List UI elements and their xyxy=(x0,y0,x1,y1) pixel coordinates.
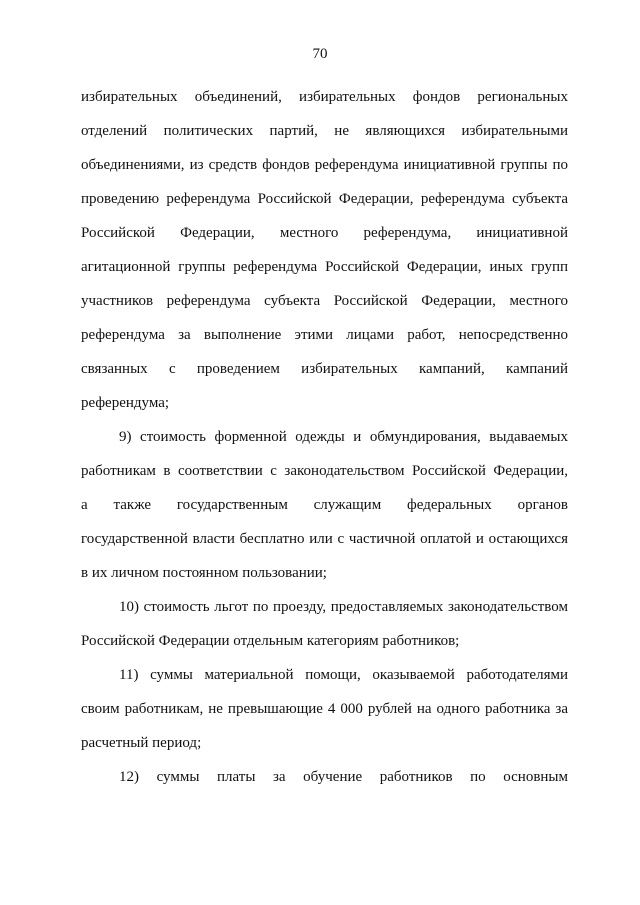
text-line: референдума; xyxy=(81,395,170,411)
text-line: Российской Федерации, местного референдума, инициативной xyxy=(81,225,568,241)
paragraph-item-10: 10) стоимость льгот по проезду, предоставляемых законодательством xyxy=(119,599,568,615)
text-line: участников референдума субъекта Российской Федерации, местного xyxy=(81,293,568,309)
text-line: агитационной группы референдума Российской Федерации, иных групп xyxy=(81,259,568,275)
text-line: а также государственным служащим федеральных органов xyxy=(81,497,568,513)
text-line: связанных с проведением избирательных кампаний, кампаний xyxy=(81,361,568,377)
document-body xyxy=(81,80,568,794)
page-number: 70 xyxy=(312,46,328,62)
text-line: в их личном постоянном пользовании; xyxy=(81,565,327,581)
text-line: своим работникам, не превышающие 4 000 рублей на одного работника за xyxy=(81,701,568,717)
text-line: расчетный период; xyxy=(81,735,202,751)
text-line: проведению референдума Российской Федерации, референдума субъекта xyxy=(81,191,568,207)
text-line: работникам в соответствии с законодательством Российской Федерации, xyxy=(81,463,568,479)
text-line: отделений политических партий, не являющихся избирательными xyxy=(81,123,568,139)
text-line: референдума за выполнение этими лицами работ, непосредственно xyxy=(81,327,568,343)
paragraph-item-9: 9) стоимость форменной одежды и обмундирования, выдаваемых xyxy=(119,429,568,445)
text-line: государственной власти бесплатно или с частичной оплатой и остающихся xyxy=(81,531,568,547)
text-line: избирательных объединений, избирательных фондов региональных xyxy=(81,89,568,105)
text-line: объединениями, из средств фондов референдума инициативной группы по xyxy=(81,157,568,173)
paragraph-item-11: 11) суммы материальной помощи, оказываемой работодателями xyxy=(119,667,568,683)
text-line: Российской Федерации отдельным категориям работников; xyxy=(81,633,460,649)
paragraph-item-12: 12) суммы платы за обучение работников по основным xyxy=(119,769,568,785)
